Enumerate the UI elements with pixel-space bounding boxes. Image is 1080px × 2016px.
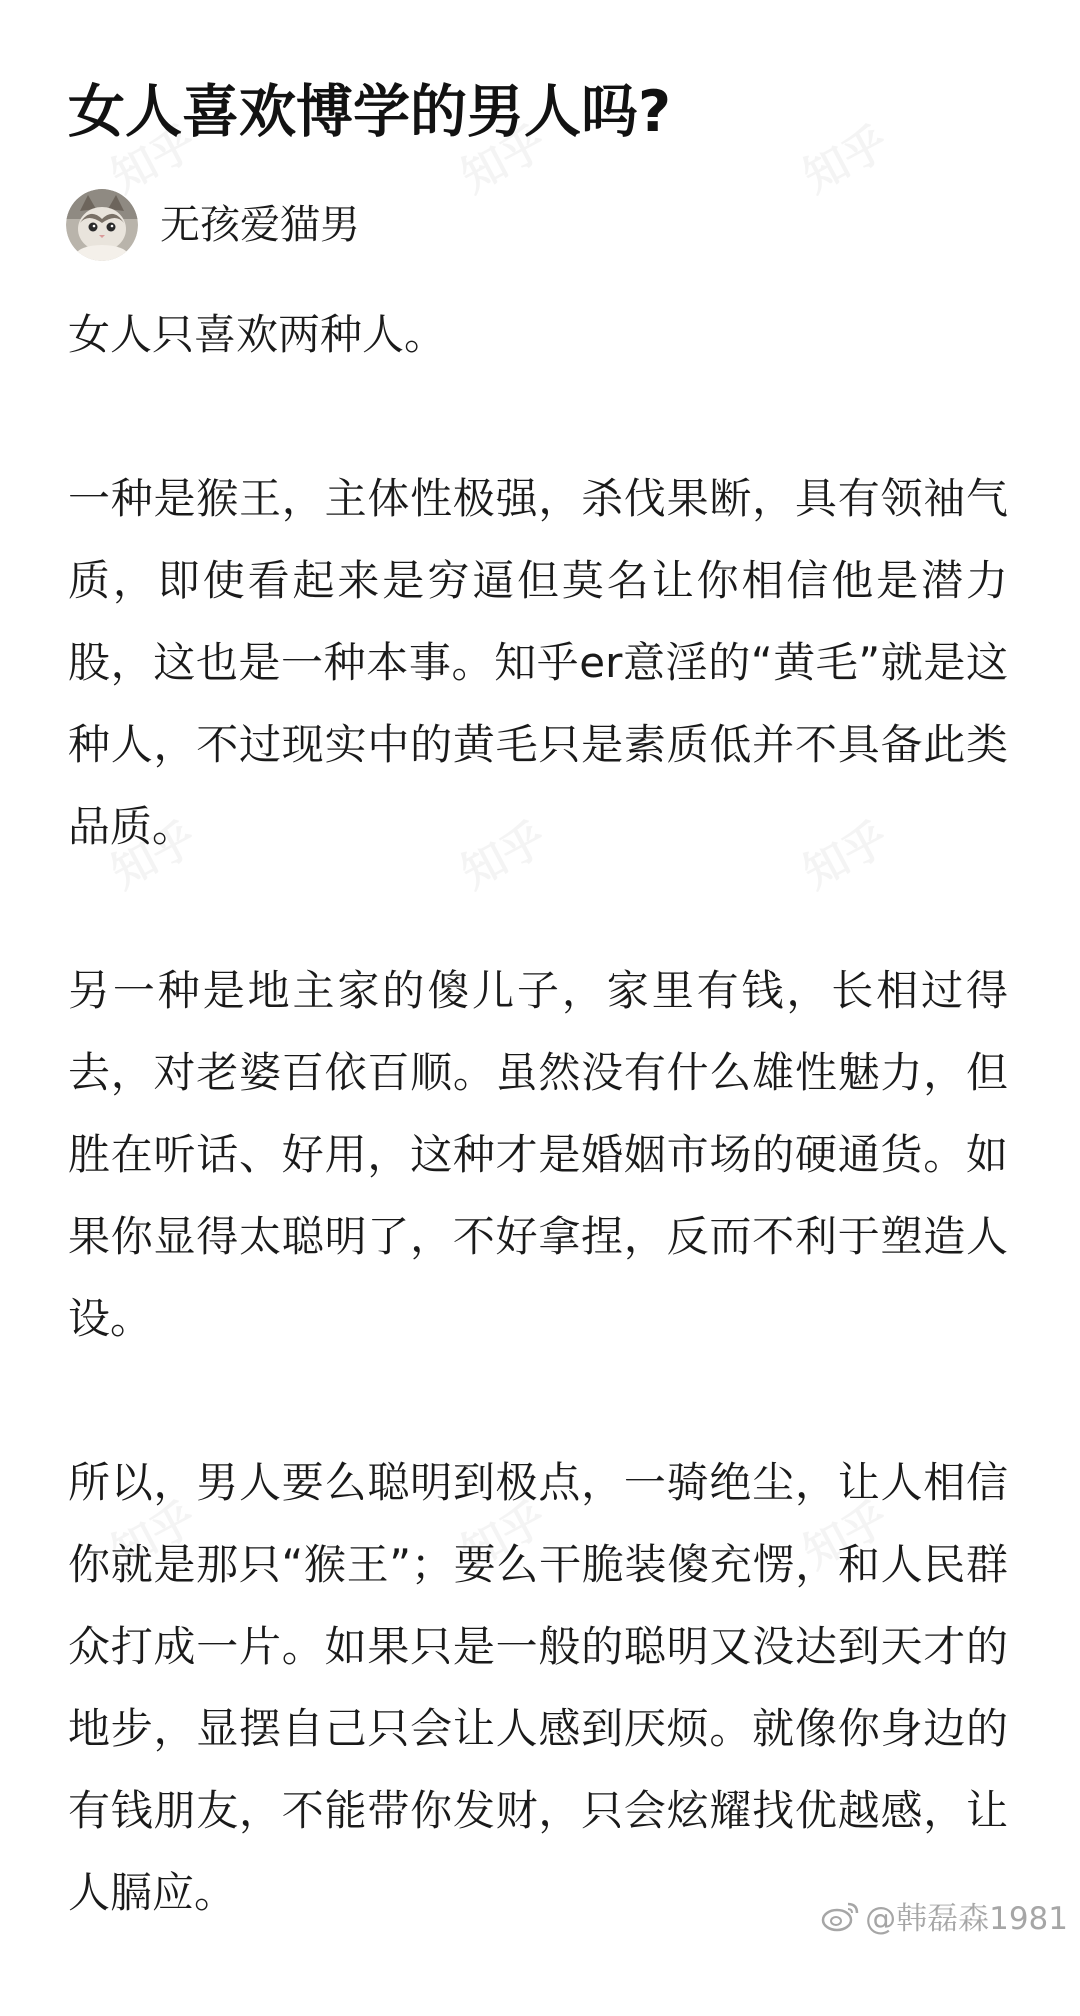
weibo-watermark — [821, 1893, 1068, 1938]
author-name[interactable]: 无孩爱猫男 — [160, 202, 360, 248]
answer-body — [68, 294, 1008, 2016]
question-title[interactable]: 女人喜欢博学的男人吗? — [68, 79, 672, 145]
author-info[interactable] — [66, 188, 360, 262]
weibo-handle: @韩磊森1981 — [865, 1901, 1068, 1937]
weibo-logo-icon — [821, 1900, 861, 1932]
answer-paragraph: 所以，男人要么聪明到极点，一骑绝尘，让人相信你就是那只“猴王”；要么干脆装傻充愣，和人民群众打成一片。如果只是一般的聪明又没达到天才的地步，显摆自己只会让人感到厌烦。就像你身边的有钱朋友，不能带你发财，只会炫耀找优越感，让人膈应。 — [68, 1458, 1008, 1917]
answer-paragraph: 女人只喜欢两种人。 — [68, 310, 447, 359]
cat-avatar-icon[interactable] — [66, 189, 138, 261]
answer-paragraph: 另一种是地主家的傻儿子，家里有钱，长相过得去，对老婆百依百顺。虽然没有什么雄性魅力，但胜在听话、好用，这种才是婚姻市场的硬通货。如果你显得太聪明了，不好拿捏，反而不利于塑造人设。 — [68, 966, 1008, 1343]
answer-paragraph: 一种是猴王，主体性极强，杀伐果断，具有领袖气质，即使看起来是穷逼但莫名让你相信他是潜力股，这也是一种本事。知乎er意淫的“黄毛”就是这种人，不过现实中的黄毛只是素质低并不具备此类品质。 — [68, 474, 1008, 851]
